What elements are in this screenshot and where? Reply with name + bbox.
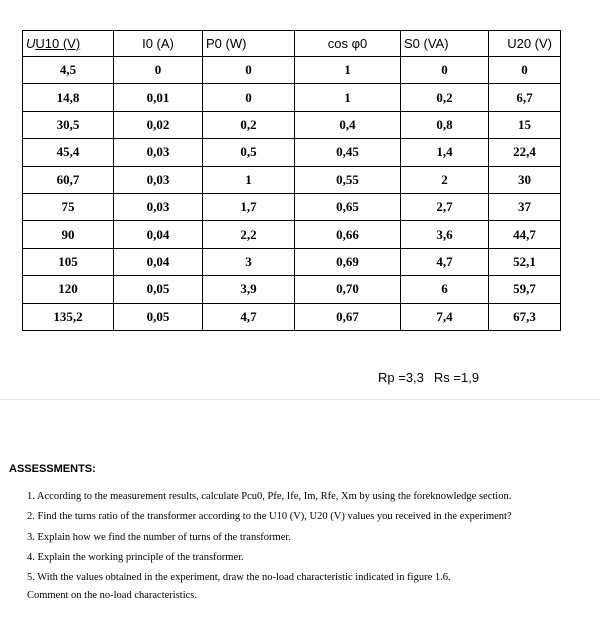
assessment-item-1: 1. According to the measurement results, calculate Pcu0, Pfe, Ife, Im, Rfe, Xm by using the foreknowledge section. — [27, 491, 512, 502]
table-cell: 0,4 — [295, 111, 401, 138]
table-cell: 0 — [203, 57, 295, 84]
header-u20: U20 (V) — [489, 31, 561, 57]
table-row — [23, 166, 561, 193]
table-cell: 22,4 — [489, 139, 561, 166]
table-cell: 0,70 — [295, 276, 401, 303]
table-cell: 0,2 — [401, 84, 489, 111]
assessments-title: ASSESSMENTS: — [9, 463, 96, 475]
table-cell: 0,02 — [114, 111, 203, 138]
table-cell: 135,2 — [23, 303, 114, 330]
table-cell: 75 — [23, 193, 114, 220]
table-cell: 105 — [23, 248, 114, 275]
table-cell: 6 — [401, 276, 489, 303]
assessment-item-2: 2. Find the turns ratio of the transformer according to the U10 (V), U20 (V) values you received in the experiment? — [27, 511, 512, 523]
table-cell: 0,8 — [401, 111, 489, 138]
table-cell: 59,7 — [489, 276, 561, 303]
table-cell: 120 — [23, 276, 114, 303]
table-cell: 7,4 — [401, 303, 489, 330]
table-cell: 60,7 — [23, 166, 114, 193]
table-cell: 0,03 — [114, 139, 203, 166]
table-cell: 0,05 — [114, 276, 203, 303]
table-row — [23, 57, 561, 84]
table-row — [23, 139, 561, 166]
table-cell: 0 — [203, 84, 295, 111]
rp-value: Rp =3,3 — [378, 370, 424, 385]
table-cell: 45,4 — [23, 139, 114, 166]
table-cell: 1 — [203, 166, 295, 193]
table-cell: 0,2 — [203, 111, 295, 138]
table-cell: 0,5 — [203, 139, 295, 166]
table-cell: 52,1 — [489, 248, 561, 275]
table-cell: 0,04 — [114, 248, 203, 275]
table-cell: 90 — [23, 221, 114, 248]
table-cell: 0,01 — [114, 84, 203, 111]
header-s0: S0 (VA) — [401, 31, 489, 57]
table-cell: 0,04 — [114, 221, 203, 248]
table-cell: 2,2 — [203, 221, 295, 248]
table-cell: 3,9 — [203, 276, 295, 303]
table-cell: 1,7 — [203, 193, 295, 220]
table-row — [23, 111, 561, 138]
table-cell: 4,5 — [23, 57, 114, 84]
table-cell: 0,69 — [295, 248, 401, 275]
assessment-item-3: 3. Explain how we find the number of turns of the transformer. — [27, 531, 291, 543]
table-row — [23, 303, 561, 330]
table-cell: 3 — [203, 248, 295, 275]
table-cell: 4,7 — [401, 248, 489, 275]
table-cell: 0 — [114, 57, 203, 84]
section-divider — [0, 399, 600, 400]
table-row — [23, 248, 561, 275]
table-cell: 0,67 — [295, 303, 401, 330]
table-cell: 3,6 — [401, 221, 489, 248]
assessment-list — [27, 490, 597, 591]
rs-value: Rs =1,9 — [433, 370, 480, 385]
table-row — [23, 193, 561, 220]
table-cell: 0,03 — [114, 193, 203, 220]
table-cell: 1 — [295, 57, 401, 84]
table-cell: 2,7 — [401, 193, 489, 220]
table-cell: 0,45 — [295, 139, 401, 166]
table-cell: 30 — [489, 166, 561, 193]
table-cell: 37 — [489, 193, 561, 220]
comment-text: Comment on the no-load characteristics. — [27, 590, 197, 601]
assessment-item-4: 4. Explain the working principle of the transformer. — [27, 551, 244, 563]
table-cell: 44,7 — [489, 221, 561, 248]
table-cell: 0,65 — [295, 193, 401, 220]
table-cell: 4,7 — [203, 303, 295, 330]
table-row — [23, 221, 561, 248]
table-cell: 0,55 — [295, 166, 401, 193]
resistance-values — [378, 370, 479, 385]
table-row — [23, 84, 561, 111]
header-cos-phi0: cos φ0 — [295, 31, 401, 57]
table-cell: 0 — [401, 57, 489, 84]
table-cell: 0,66 — [295, 221, 401, 248]
table-cell: 30,5 — [23, 111, 114, 138]
table-cell: 15 — [489, 111, 561, 138]
header-u10: UU10 (V) — [23, 31, 114, 57]
table-cell: 1,4 — [401, 139, 489, 166]
table-cell: 0,03 — [114, 166, 203, 193]
header-i0: I0 (A) — [114, 31, 203, 57]
header-p0: P0 (W) — [203, 31, 295, 57]
table-cell: 2 — [401, 166, 489, 193]
table-cell: 67,3 — [489, 303, 561, 330]
measurement-table — [22, 30, 561, 331]
table-cell: 0 — [489, 57, 561, 84]
assessment-item-5: 5. With the values obtained in the experiment, draw the no-load characteristic indicated in figure 1.6. — [27, 572, 451, 584]
table-cell: 0,05 — [114, 303, 203, 330]
table-cell: 1 — [295, 84, 401, 111]
table-header-row — [23, 31, 561, 57]
table-row — [23, 276, 561, 303]
table-cell: 6,7 — [489, 84, 561, 111]
table-cell: 14,8 — [23, 84, 114, 111]
